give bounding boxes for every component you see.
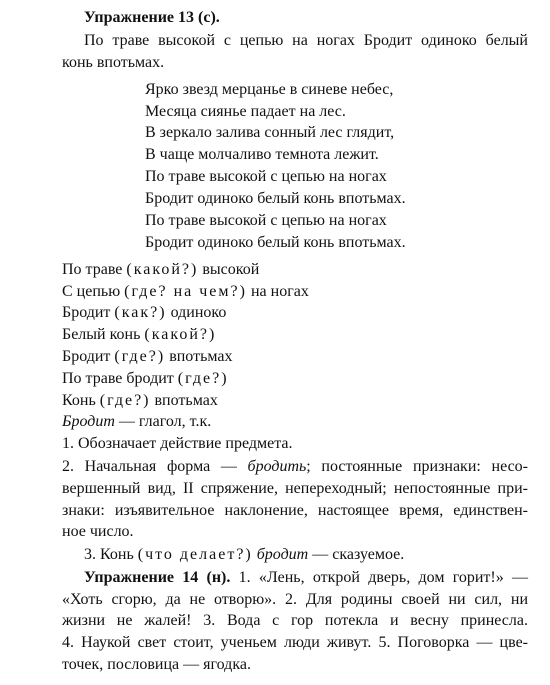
poem-line-6: Бродит одиноко белый конь впотьмах.	[145, 189, 406, 207]
question-line	[62, 325, 216, 345]
phrase-text: С цепью	[62, 282, 125, 300]
phrase-text: Конь	[62, 391, 100, 409]
analysis-point-2-line-1	[62, 457, 528, 477]
phrase-text: Белый конь	[62, 326, 145, 344]
question-text: (какой?)	[144, 326, 217, 344]
poem-line-3: В зеркало залива сонный лес глядит,	[145, 124, 395, 142]
question-text: (где?)	[114, 347, 166, 365]
poem-line-5: По траве высокой с цепью на ногах	[145, 168, 387, 185]
poem-line-4: В чаще молчаливо темнота лежит.	[145, 146, 379, 164]
exercise-14-line-1	[84, 568, 528, 588]
question-line	[62, 391, 218, 411]
analysis-point-3	[84, 545, 404, 565]
phrase-text: Бродит	[62, 347, 115, 365]
question-text: (что делает?)	[137, 546, 253, 563]
verb-word: бродит	[252, 546, 309, 563]
question-text: (какой?)	[126, 260, 199, 278]
verb-analysis-intro	[62, 412, 211, 432]
phrase-text: По траве	[62, 260, 127, 278]
exercise-14-line-3: жизни не жалей! 3. Вода с гор потекла и весну принесла.	[62, 612, 528, 630]
phrase-text: Бродит	[62, 304, 115, 322]
exercise-13-intro-line-2: конь впотьмах.	[62, 53, 165, 71]
phrase-text: высокой	[198, 260, 260, 278]
exercise-14-line-2: «Хоть сгорю, да не отворю». 2. Для родины своей ни сил, ни	[62, 590, 528, 608]
question-line	[62, 369, 229, 389]
question-line	[62, 303, 226, 323]
question-text: (где?)	[99, 391, 151, 409]
poem-line-7: По траве высокой с цепью на ногах	[145, 211, 387, 229]
phrase-text: По траве бродит	[62, 369, 178, 387]
question-line	[62, 282, 309, 302]
exercise-14-heading: Упражнение 14 (н).	[84, 568, 231, 586]
poem-line-1: Ярко звезд мерцанье в синеве небес,	[145, 80, 394, 98]
analysis-point-2-line-4: ное число.	[62, 523, 134, 541]
analysis-text: — сказуемое.	[308, 546, 405, 563]
poem-line-8: Бродит одиноко белый конь впотьмах.	[145, 233, 406, 251]
exercise-14-text: 1. «Лень, открой дверь, дом горит!» —	[230, 568, 528, 586]
question-text: (как?)	[114, 304, 167, 322]
initial-form: бродить	[247, 457, 307, 475]
analysis-text: 3. Конь	[84, 546, 138, 563]
question-text: (где?)	[177, 369, 229, 387]
phrase-text: впотьмах	[165, 347, 233, 365]
phrase-text: одиноко	[166, 304, 227, 322]
analysis-point-1: 1. Обозначает действие предмета.	[62, 435, 293, 453]
poem-line-2: Месяца сиянье падает на лес.	[145, 102, 346, 120]
verb-word: Бродит	[62, 413, 115, 431]
analysis-text: ; постоянные признаки: несо-	[306, 457, 529, 475]
analysis-text: 2. Начальная форма —	[62, 457, 248, 475]
phrase-text: на ногах	[246, 282, 309, 300]
question-line	[62, 347, 233, 367]
exercise-14-line-4: 4. Наукой свет стоит, ученьем люди живут. 5. Поговорка — цве-	[62, 634, 528, 652]
analysis-point-2-line-3: знаки: изъявительное наклонение, настоящее время, единствен-	[62, 501, 528, 519]
question-line	[62, 260, 259, 280]
verb-intro-text: — глагол, т.к.	[114, 413, 212, 431]
exercise-14-line-5: точек, пословица — ягодка.	[62, 656, 251, 673]
phrase-text: впотьмах	[150, 391, 218, 409]
analysis-point-2-line-2: вершенный вид, II спряжение, непереходный; непостоянные при-	[62, 479, 528, 497]
question-text: (где? на чем?)	[124, 282, 247, 300]
exercise-13-heading: Упражнение 13 (с).	[84, 9, 220, 26]
exercise-13-intro-line-1: По траве высокой с цепью на ногах Бродит одиноко белый	[84, 31, 528, 49]
